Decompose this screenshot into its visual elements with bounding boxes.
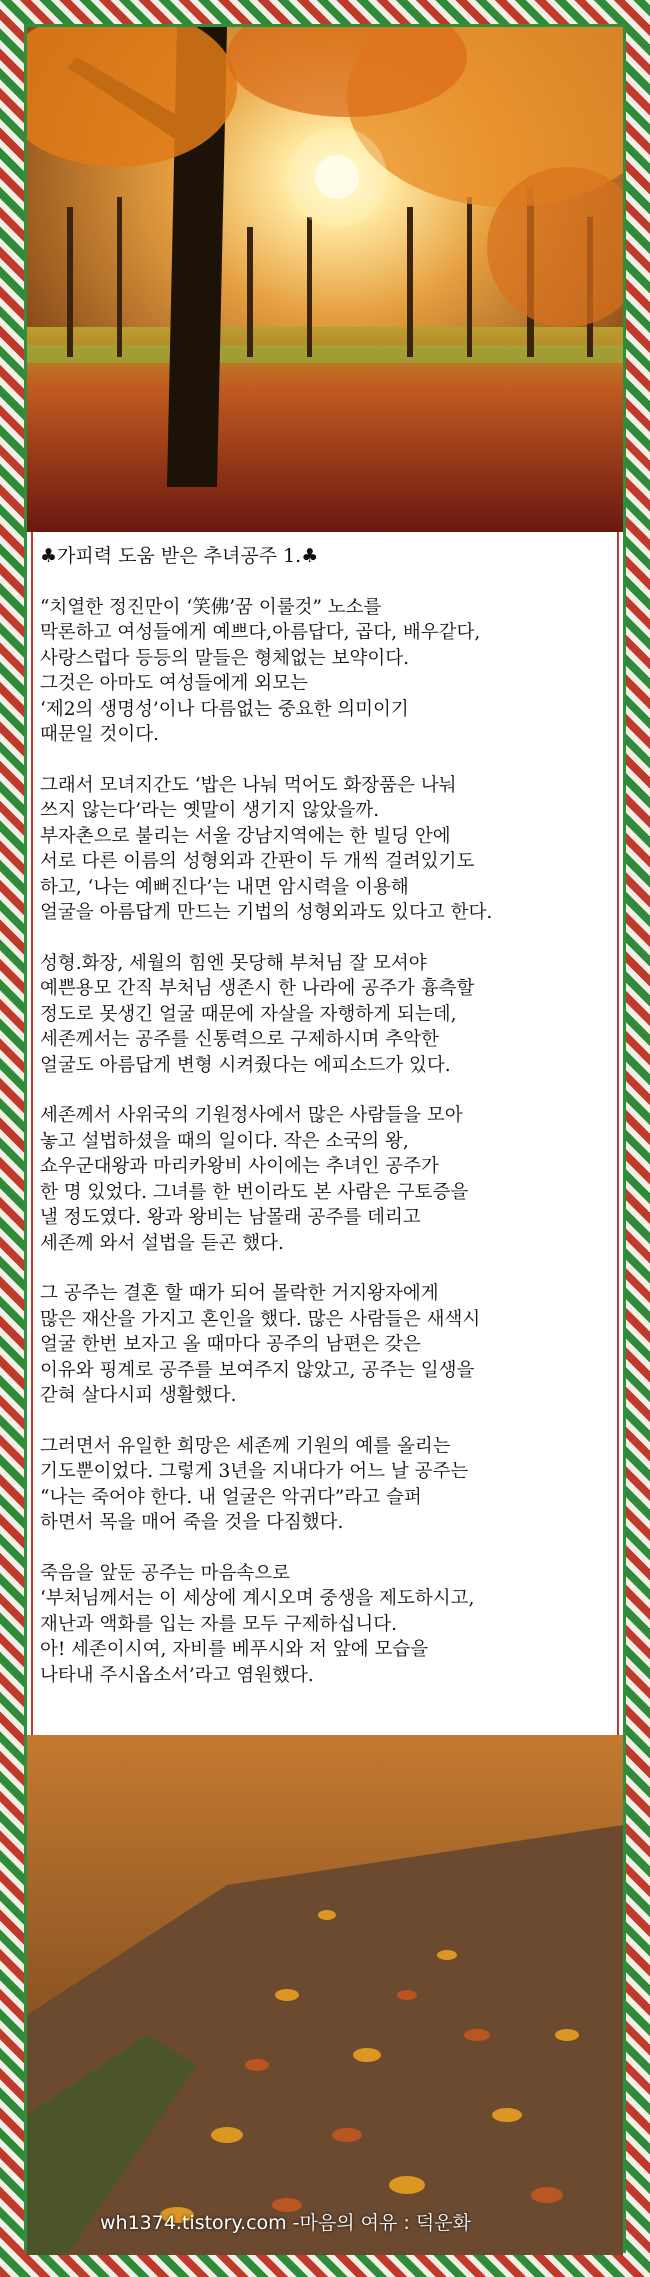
article-title: ♣가피력 도움 받은 추녀공주 1.♣ (40, 545, 319, 567)
paragraph: 죽음을 앞둔 공주는 마음속으로 ‘부처님께서는 이 세상에 계시오며 중생을 제도하시고, 재난과 액화를 입는 자를 모두 구제하십니다. 아! 세존이시여, 자비를 베푸시와 저 앞에 모습을 나타내 주시옵소서’라고 염원했다. (40, 1562, 475, 1686)
autumn-forest-photo (27, 27, 623, 532)
watermark-caption: wh1374.tistory.com -마음의 여유 : 덕운화 (100, 2212, 471, 2234)
paragraph: 성형.화장, 세월의 힘엔 못당해 부처님 잘 모셔야 예쁜용모 간직 부처님 생존시 한 나라에 공주가 흉측할 정도로 못생긴 얼굴 때문에 자살을 자행하게 되는데, 세존께서는 공주를 신통력으로 구제하시며 추악한 얼굴도 아름답게 변형 시켜줬다는 에피소드가 있다. (40, 952, 475, 1076)
article-text (40, 544, 620, 1713)
leaf-path-photo (27, 1735, 623, 2255)
paragraph: “치열한 정진만이 ‘笑佛’꿈 이룰것” 노소를 막론하고 여성들에게 예쁘다,아름답다, 곱다, 배우같다, 사랑스럽다 등등의 말들은 형체없는 보약이다. 그것은 아마도 여성들에게 외모는 ‘제2의 생명성’이나 다름없는 중요한 의미이기 때문일 것이다. (40, 596, 481, 745)
paragraph: 그러면서 유일한 희망은 세존께 기원의 예를 올리는 기도뿐이었다. 그렇게 3년을 지내다가 어느 날 공주는 “나는 죽어야 한다. 내 얼굴은 악귀다”라고 슬퍼 하면서 목을 매어 죽을 것을 다짐했다. (40, 1435, 469, 1533)
paragraph: 그 공주는 결혼 할 때가 되어 몰락한 거지왕자에게 많은 재산을 가지고 혼인을 했다. 많은 사람들은 새색시 얼굴 한번 보자고 올 때마다 공주의 남편은 갖은 이유와 핑계로 공주를 보여주지 않았고, 공주는 일생을 갇혀 살다시피 생활했다. (40, 1283, 481, 1406)
paragraph: 그래서 모녀지간도 ‘밥은 나눠 먹어도 화장품은 나눠 쓰지 않는다’라는 옛말이 생기지 않았을까. 부자촌으로 불리는 서울 강남지역에는 한 빌딩 안에 서로 다른 이름의 성형외과 간판이 두 개씩 걸려있기도 하고, ‘나는 예뻐진다’는 내면 암시력을 이용해 얼굴을 아름답게 만드는 기법의 성형외과도 있다고 한다. (40, 774, 493, 923)
paragraph: 세존께서 사위국의 기원정사에서 많은 사람들을 모아 놓고 설법하셨을 때의 일이다. 작은 소국의 왕, 쇼우군대왕과 마리카왕비 사이에는 추녀인 공주가 한 명 있었다. 그녀를 한 번이라도 본 사람은 구토증을 낼 정도였다. 왕과 왕비는 남몰래 공주를 데리고 세존께 와서 설법을 듣곤 했다. (40, 1105, 469, 1254)
